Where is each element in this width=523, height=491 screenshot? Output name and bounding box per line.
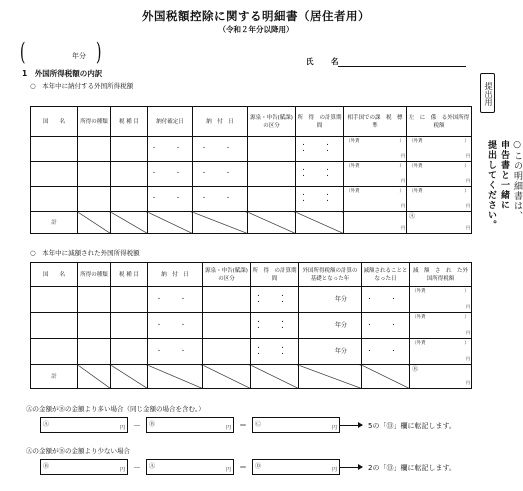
t1-r1-income-type[interactable] [78, 137, 111, 162]
name-field[interactable] [338, 66, 466, 67]
t1-header-income-type: 所得の種類 [78, 107, 111, 137]
t2-r2-tax-type[interactable] [111, 313, 148, 339]
t1-r3-income-type[interactable] [78, 187, 111, 212]
total-row [31, 365, 472, 389]
t2-header-tax-type: 税 種 目 [111, 263, 148, 287]
t2-r2-reduction-date[interactable]: ・ ・ [362, 313, 410, 339]
t2-r1-payment-date[interactable]: ・ ・ [148, 287, 203, 313]
t1-r1-withholding-class[interactable] [248, 137, 296, 162]
calc2-equals: ＝ [239, 463, 247, 472]
calc1-transfer-text: 5の「⑬」欄に転記します。 [368, 422, 456, 430]
year-paren-close: ) [95, 38, 102, 66]
t1-total-diag [248, 212, 296, 234]
t1-total-label: 計 [31, 212, 78, 234]
table-row [31, 313, 472, 339]
calc2-box-a[interactable]: Ⓐ 円 [146, 459, 234, 475]
t2-r3-base-year[interactable]: 年分 [299, 339, 362, 365]
t2-header-reduction-date: 減額されることとなった日 [362, 263, 410, 287]
t1-r3-tax-base[interactable]: （外貨 ） 円 [344, 187, 407, 212]
t2-total-diag [111, 365, 148, 389]
t2-r1-income-type[interactable] [78, 287, 111, 313]
t2-r3-payment-date[interactable]: ・ ・ [148, 339, 203, 365]
table-row [31, 287, 472, 313]
table-row [31, 137, 472, 162]
side-note-line-3: 提出してください。 [486, 140, 496, 230]
t2-total-diag [299, 365, 362, 389]
t1-r3-assessment-date[interactable]: ・ ・ [148, 187, 193, 212]
t1-total-diag [78, 212, 111, 234]
side-note-line-2: 申告書と一緒に [499, 140, 509, 210]
t2-total-diag [148, 365, 203, 389]
t2-r2-withholding-class[interactable] [203, 313, 251, 339]
t2-header-withholding-class: 源泉・申告(賦課)の区分 [203, 263, 251, 287]
calc2-box-b[interactable]: Ⓑ 円 [40, 459, 128, 475]
t1-r1-assessment-date[interactable]: ・ ・ [148, 137, 193, 162]
t2-header-base-year: 外国所得税額の計算の基礎となった年 [299, 263, 362, 287]
calc2-arrow [340, 467, 362, 468]
side-note-line-1: ○この明細書は、 [512, 140, 522, 221]
t2-r3-tax-type[interactable] [111, 339, 148, 365]
t1-r1-country[interactable] [31, 137, 78, 162]
t1-r2-foreign-tax[interactable]: （外貨 ） 円 [407, 162, 472, 187]
calc2-minus: － [133, 463, 141, 472]
calc-case2-text: Ⓐの金額がⒷの金額より少ない場合 [26, 447, 130, 455]
t1-r1-income-period[interactable]: ・ ・ ・ ・ [296, 137, 344, 162]
year-paren-open: ( [19, 38, 26, 66]
calc1-equals: ＝ [239, 421, 247, 430]
t2-total-diag [362, 365, 410, 389]
t2-r1-reduced-tax[interactable]: （外貨 ） 円 [410, 287, 472, 313]
form-title: 外国税額控除に関する明細書（居住者用） [142, 9, 370, 23]
submission-badge: 提出用 [480, 73, 495, 113]
side-note [484, 140, 523, 230]
section-1-sub-paid: ○ 本年中に納付する外国所得税額 [30, 82, 134, 90]
t2-header-income-period: 所 得 の計算期間 [251, 263, 299, 287]
t2-header-country: 国 名 [31, 263, 78, 287]
t1-r1-foreign-tax[interactable]: （外貨 ） 円 [407, 137, 472, 162]
calc1-box-b[interactable]: Ⓑ 円 [146, 417, 234, 433]
t1-r3-country[interactable] [31, 187, 78, 212]
t2-r2-country[interactable] [31, 313, 78, 339]
t1-total-tax-base[interactable]: 円 [344, 212, 407, 234]
t2-r1-base-year[interactable]: 年分 [299, 287, 362, 313]
t1-r2-income-type[interactable] [78, 162, 111, 187]
t2-r2-income-type[interactable] [78, 313, 111, 339]
t1-total-diag [148, 212, 193, 234]
t2-r1-reduction-date[interactable]: ・ ・ [362, 287, 410, 313]
reduced-tax-table [30, 262, 472, 389]
t2-r1-country[interactable] [31, 287, 78, 313]
t1-total-diag [296, 212, 344, 234]
t2-r3-withholding-class[interactable] [203, 339, 251, 365]
name-label: 氏 名 [306, 57, 344, 66]
t1-r3-payment-date[interactable]: ・ ・ [193, 187, 248, 212]
t1-r2-assessment-date[interactable]: ・ ・ [148, 162, 193, 187]
t1-header-income-period: 所 得 の計算期間 [296, 107, 344, 137]
t2-header-income-type: 所得の種類 [78, 263, 111, 287]
t1-header-withholding-class: 源泉・申告(賦課)の区分 [248, 107, 296, 137]
t2-r2-base-year[interactable]: 年分 [299, 313, 362, 339]
calc1-arrow [340, 425, 362, 426]
t1-r1-tax-type[interactable] [111, 137, 148, 162]
t2-r1-withholding-class[interactable] [203, 287, 251, 313]
t1-r2-payment-date[interactable]: ・ ・ [193, 162, 248, 187]
t1-r2-country[interactable] [31, 162, 78, 187]
t2-r3-country[interactable] [31, 339, 78, 365]
t2-r2-reduced-tax[interactable]: （外貨 ） 円 [410, 313, 472, 339]
t2-total-diag [78, 365, 111, 389]
calc2-box-d[interactable]: Ⓓ 円 [252, 459, 340, 475]
t2-header-reduced-tax: 減 額 さ れ た外国所得税額 [410, 263, 472, 287]
t2-r3-income-period[interactable]: ・ ・ ・ ・ [251, 339, 299, 365]
t1-total-foreign-tax[interactable]: Ⓐ 円 [407, 212, 472, 234]
t1-r3-withholding-class[interactable] [248, 187, 296, 212]
t2-r3-reduction-date[interactable]: ・ ・ [362, 339, 410, 365]
t1-r2-tax-type[interactable] [111, 162, 148, 187]
total-row [31, 212, 472, 234]
t2-r1-tax-type[interactable] [111, 287, 148, 313]
form-subtitle: （令和２年分以降用） [218, 25, 294, 34]
t1-r1-payment-date[interactable]: ・ ・ [193, 137, 248, 162]
t1-header-assessment-date: 納付確定日 [148, 107, 193, 137]
table-row [31, 339, 472, 365]
t1-r1-tax-base[interactable]: （外貨 ） 円 [344, 137, 407, 162]
t2-total-diag [251, 365, 299, 389]
year-suffix: 年分 [72, 52, 86, 60]
t1-r2-income-period[interactable]: ・ ・ ・ ・ [296, 162, 344, 187]
t1-r3-foreign-tax[interactable]: （外貨 ） 円 [407, 187, 472, 212]
t2-r2-payment-date[interactable]: ・ ・ [148, 313, 203, 339]
t2-r3-reduced-tax[interactable]: （外貨 ） 円 [410, 339, 472, 365]
table-row [31, 162, 472, 187]
t1-total-diag [193, 212, 248, 234]
t1-total-diag [111, 212, 148, 234]
t1-header-tax-base: 相手国での課 税 標 準 [344, 107, 407, 137]
t2-total-label: 計 [31, 365, 78, 389]
t1-header-foreign-tax: 左 に 係 る外国所得税額 [407, 107, 472, 137]
t2-total-diag [203, 365, 251, 389]
t1-r2-withholding-class[interactable] [248, 162, 296, 187]
calc2-transfer-text: 2の「⑬」欄に転記します。 [368, 464, 456, 472]
paid-tax-table [30, 106, 472, 234]
calc1-box-a[interactable]: Ⓐ 円 [40, 417, 128, 433]
t2-r2-income-period[interactable]: ・ ・ ・ ・ [251, 313, 299, 339]
t1-r2-tax-base[interactable]: （外貨 ） 円 [344, 162, 407, 187]
t2-r1-income-period[interactable]: ・ ・ ・ ・ [251, 287, 299, 313]
calc-case1-text: Ⓐの金額がⒷの金額より多い場合（同じ金額の場合を含む。） [26, 405, 205, 413]
t1-header-country: 国 名 [31, 107, 78, 137]
t1-header-payment-date: 納 付 日 [193, 107, 248, 137]
table-row [31, 187, 472, 212]
section-1-sub-reduced: ○ 本年中に減額された外国所得税額 [30, 249, 140, 257]
t2-header-payment-date: 納 付 日 [148, 263, 203, 287]
section-1-heading: 1 外国所得税額の内訳 [22, 69, 103, 78]
t1-header-tax-type: 税 種 目 [111, 107, 148, 137]
calc1-box-c[interactable]: Ⓒ 円 [252, 417, 340, 433]
calc1-minus: － [133, 421, 141, 430]
t2-r3-income-type[interactable] [78, 339, 111, 365]
t2-total-reduced-tax[interactable]: Ⓑ 円 [410, 365, 472, 389]
t1-r3-income-period[interactable]: ・ ・ ・ ・ [296, 187, 344, 212]
t1-r3-tax-type[interactable] [111, 187, 148, 212]
